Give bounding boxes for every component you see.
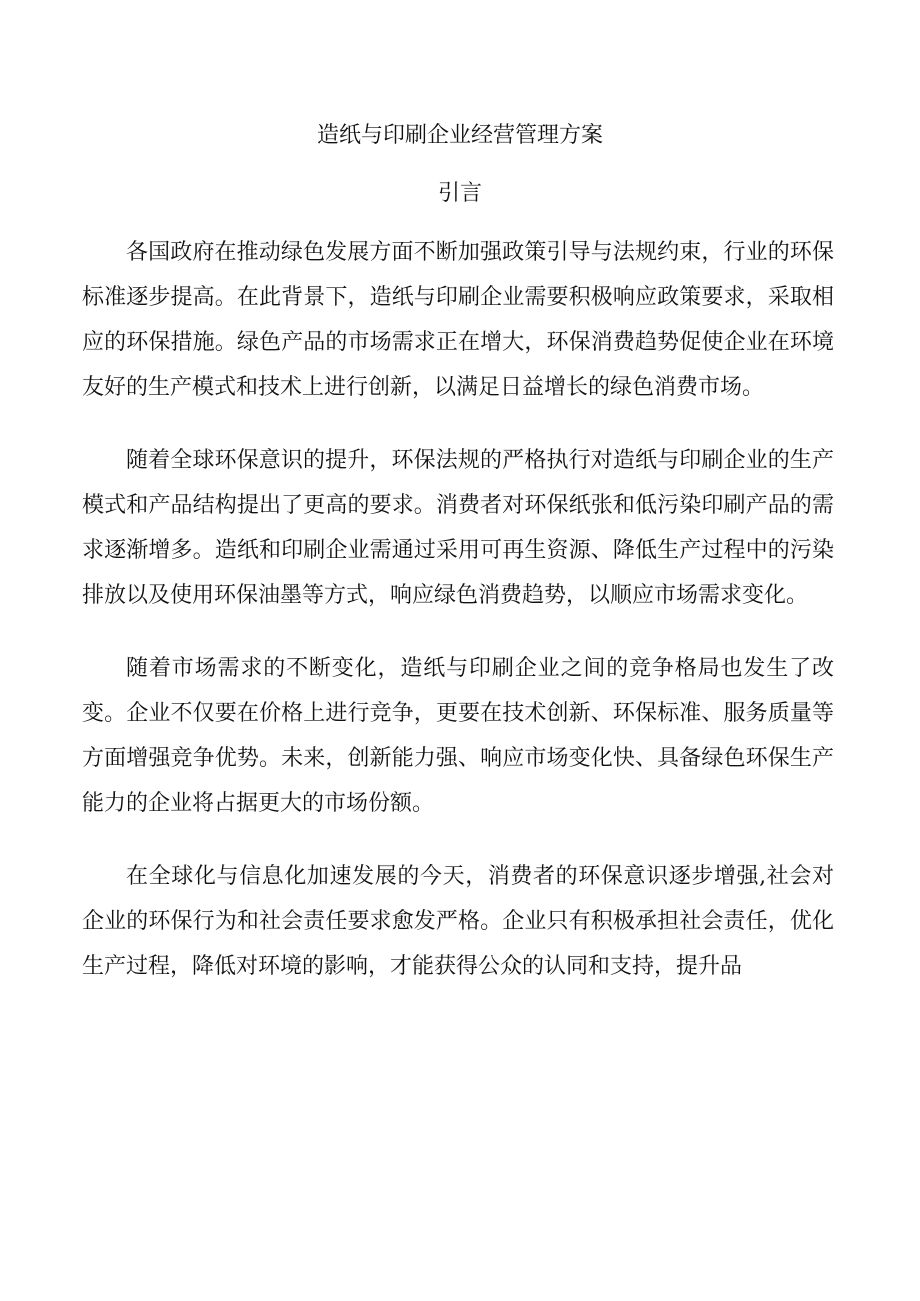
paragraph-2: 随着全球环保意识的提升，环保法规的严格执行对造纸与印刷企业的生产模式和产品结构提出了更高的要求。消费者对环保纸张和低污染印刷产品的需求逐渐增多。造纸和印刷企业需通过采用可再生资源、降低生产过程中的污染排放以及使用环保油墨等方式，响应绿色消费趋势，以顺应市场需求变化。 [82, 448, 834, 608]
paragraph-1: 各国政府在推动绿色发展方面不断加强政策引导与法规约束，行业的环保标准逐步提高。在此背景下，造纸与印刷企业需要积极响应政策要求，采取相应的环保措施。绿色产品的市场需求正在增大，环保消费趋势促使企业在环境友好的生产模式和技术上进行创新，以满足日益增长的绿色消费市场。 [82, 240, 834, 400]
section-heading-introduction: 引言 [437, 181, 482, 206]
paragraph-3: 随着市场需求的不断变化，造纸与印刷企业之间的竞争格局也发生了改变。企业不仅要在价格上进行竞争，更要在技术创新、环保标准、服务质量等方面增强竞争优势。未来，创新能力强、响应市场变化快、具备绿色环保生产能力的企业将占据更大的市场份额。 [82, 656, 834, 816]
document-body [82, 230, 834, 1017]
document-title: 造纸与印刷企业经营管理方案 [316, 123, 603, 148]
paragraph-4: 在全球化与信息化加速发展的今天，消费者的环保意识逐步增强,社会对企业的环保行为和社会责任要求愈发严格。企业只有积极承担社会责任，优化生产过程，降低对环境的影响，才能获得公众的认同和支持，提升品 [82, 864, 834, 979]
